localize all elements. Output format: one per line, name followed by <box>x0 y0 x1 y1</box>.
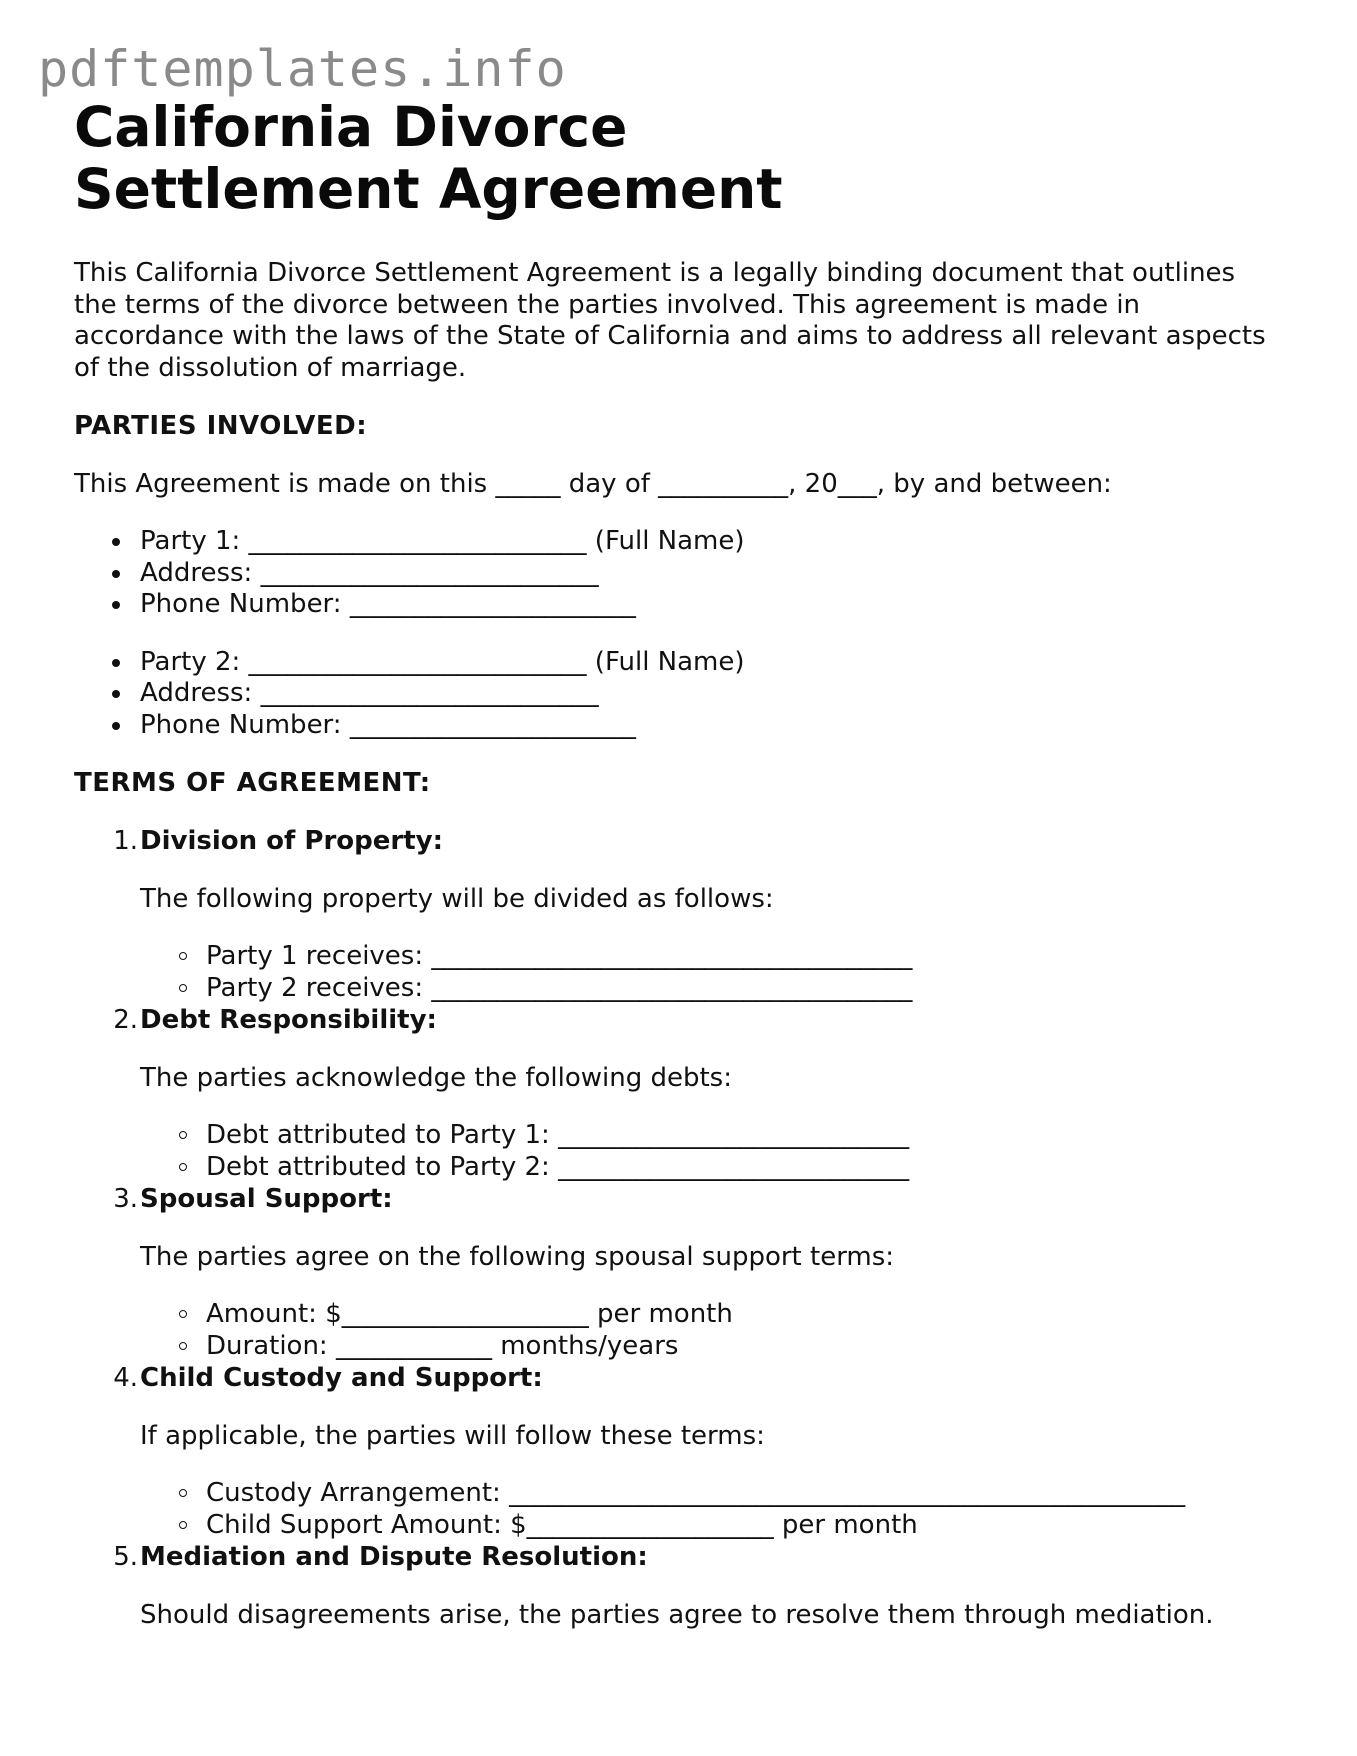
party2-name-field: Party 2: __________________________ (Full Name) <box>140 647 1274 679</box>
term-item <box>113 1362 1274 1541</box>
party1-address-field: Address: __________________________ <box>140 558 1274 590</box>
party1-list <box>74 526 1274 621</box>
circle-bullet-icon <box>179 1163 187 1171</box>
circle-bullet-icon <box>179 1489 187 1497</box>
term-description: The following property will be divided as follows: <box>140 884 774 914</box>
term-title: Child Custody and Support: <box>140 1363 543 1393</box>
bullet-icon <box>112 601 120 609</box>
circle-bullet-icon <box>179 1310 187 1318</box>
term-number: 3. <box>113 1184 138 1214</box>
party2-phone-field: Phone Number: ______________________ <box>140 710 1274 742</box>
party2-list <box>74 647 1274 742</box>
terms-heading: TERMS OF AGREEMENT: <box>74 768 431 798</box>
term-description: If applicable, the parties will follow these terms: <box>140 1421 765 1451</box>
term-title: Spousal Support: <box>140 1184 393 1214</box>
term-item <box>113 825 1274 1004</box>
term-title: Mediation and Dispute Resolution: <box>140 1542 648 1572</box>
term-title: Debt Responsibility: <box>140 1005 437 1035</box>
document-title: California Divorce Settlement Agreement <box>74 95 783 221</box>
circle-bullet-icon <box>179 1342 187 1350</box>
term-number: 4. <box>113 1363 138 1393</box>
circle-bullet-icon <box>179 1521 187 1529</box>
term-sub-item: Debt attributed to Party 1: ___________________________ <box>206 1120 1274 1152</box>
term-sub-item: Debt attributed to Party 2: ___________________________ <box>206 1152 1274 1184</box>
party2-address-field: Address: __________________________ <box>140 678 1274 710</box>
term-sub-item: Child Support Amount: $___________________ per month <box>206 1510 1274 1542</box>
term-item <box>113 1541 1274 1631</box>
term-number: 5. <box>113 1542 138 1572</box>
circle-bullet-icon <box>179 984 187 992</box>
term-title: Division of Property: <box>140 826 443 856</box>
term-sub-item: Party 1 receives: _____________________________________ <box>206 941 1274 973</box>
term-description: The parties acknowledge the following debts: <box>140 1063 732 1093</box>
circle-bullet-icon <box>179 952 187 960</box>
term-sub-list <box>140 941 1274 1004</box>
circle-bullet-icon <box>179 1131 187 1139</box>
term-sub-list <box>140 1478 1274 1541</box>
bullet-icon <box>112 538 120 546</box>
intro-paragraph: This California Divorce Settlement Agreement is a legally binding document that outlines the terms of the divorce between the parties involved. This agreement is made in accordance with the laws of the State of California and aims to address all relevant aspects of the dissolution of marriage. <box>74 258 1266 383</box>
bullet-icon <box>112 659 120 667</box>
term-number: 1. <box>113 826 138 856</box>
agreement-date-line: This Agreement is made on this _____ day of __________, 20___, by and between: <box>74 469 1112 499</box>
term-sub-item: Party 2 receives: _____________________________________ <box>206 973 1274 1005</box>
term-item <box>113 1183 1274 1362</box>
term-sub-list <box>140 1120 1274 1183</box>
term-item <box>113 1004 1274 1183</box>
term-description: The parties agree on the following spousal support terms: <box>140 1242 895 1272</box>
term-sub-item: Duration: ____________ months/years <box>206 1331 1274 1363</box>
bullet-icon <box>112 722 120 730</box>
term-sub-list <box>140 1299 1274 1362</box>
bullet-icon <box>112 690 120 698</box>
term-sub-item: Amount: $___________________ per month <box>206 1299 1274 1331</box>
term-number: 2. <box>113 1005 138 1035</box>
term-sub-item: Custody Arrangement: ____________________________________________________ <box>206 1478 1274 1510</box>
parties-heading: PARTIES INVOLVED: <box>74 411 368 441</box>
party1-name-field: Party 1: __________________________ (Full Name) <box>140 526 1274 558</box>
party1-phone-field: Phone Number: ______________________ <box>140 589 1274 621</box>
watermark: pdftemplates.info <box>38 40 567 98</box>
bullet-icon <box>112 570 120 578</box>
document-page <box>74 96 1274 1631</box>
term-description: Should disagreements arise, the parties agree to resolve them through mediation. <box>140 1600 1214 1630</box>
terms-list <box>74 825 1274 1631</box>
